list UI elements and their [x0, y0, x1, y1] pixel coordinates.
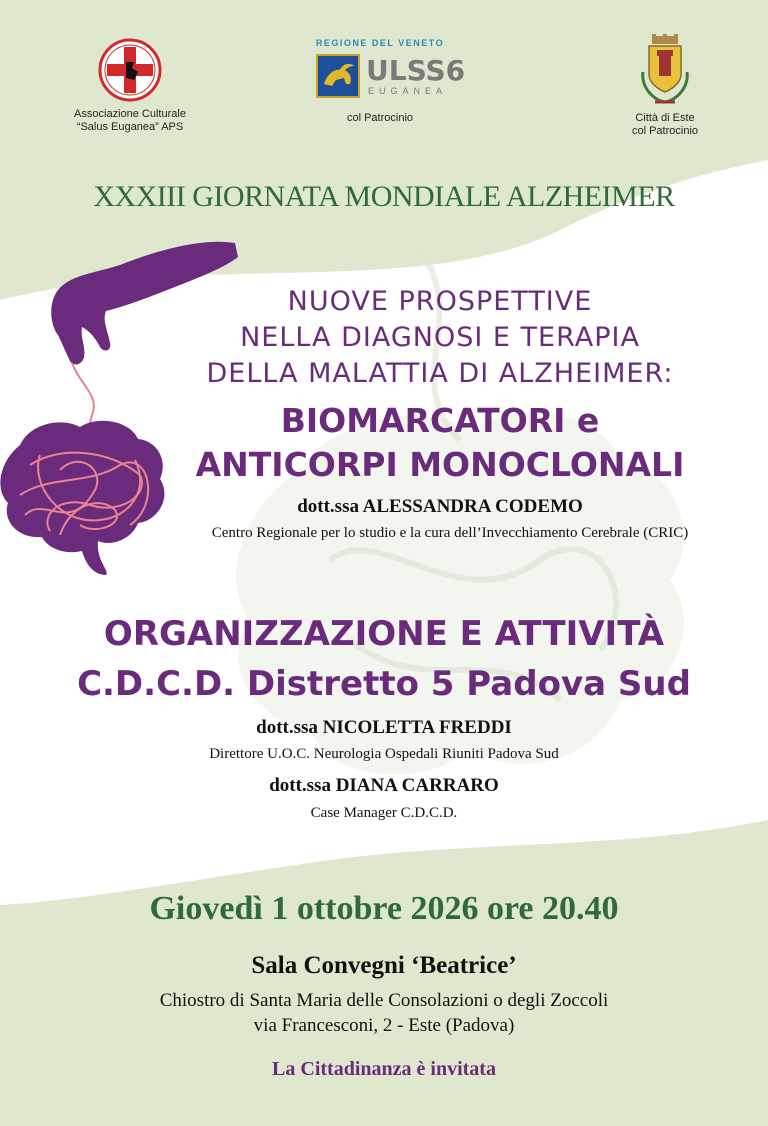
talk1-bold-line2: ANTICORPI MONOCLONALI: [195, 445, 685, 484]
salus-euganea-logo-block: [55, 38, 205, 134]
event-date-time: Giovedì 1 ottobre 2026 ore 20.40: [149, 890, 619, 927]
citta-di-este-logo-block: [610, 32, 720, 138]
lion-of-venice-icon: [316, 54, 360, 98]
venue-address-line1: Chiostro di Santa Maria delle Consolazioni o degli Zoccoli: [159, 990, 609, 1011]
talk2-speaker1: dott.ssa NICOLETTA FREDDI: [256, 717, 512, 738]
venue-name: Sala Convegni ‘Beatrice’: [251, 952, 517, 979]
red-cross-emblem-icon: [98, 38, 162, 102]
talk2-speaker2: dott.ssa DIANA CARRARO: [269, 775, 499, 796]
talk1-bold-line1: BIOMARCATORI e: [280, 401, 600, 440]
talk2-affiliation1: Direttore U.O.C. Neurologia Ospedali Riuniti Padova Sud: [209, 746, 559, 762]
venue-address-line2: via Francesconi, 2 - Este (Padova): [253, 1015, 515, 1036]
talk2-bold-line2: C.D.C.D. Distretto 5 Padova Sud: [77, 664, 691, 704]
talk1-title-line1: NUOVE PROSPETTIVE: [287, 286, 593, 317]
ulss6-logo-block: [300, 38, 466, 125]
event-title: XXXIII GIORNATA MONDIALE ALZHEIMER: [93, 180, 675, 213]
salus-caption-line2: “Salus Euganea” APS: [76, 121, 184, 133]
talk1-affiliation: Centro Regionale per lo studio e la cura dell’Invecchiamento Cerebrale (CRIC): [211, 525, 689, 541]
este-caption-line1: Città di Este: [635, 112, 695, 124]
talk2-affiliation2: Case Manager C.D.C.D.: [310, 805, 458, 821]
este-caption-line2: col Patrocinio: [631, 125, 699, 137]
regione-veneto-label: REGIONE DEL VENETO: [315, 38, 445, 48]
ulss6-wordmark: ULSS6: [366, 54, 466, 87]
talk1-speaker: dott.ssa ALESSANDRA CODEMO: [297, 496, 583, 517]
este-coat-of-arms-icon: [635, 32, 695, 110]
invitation-note: La Cittadinanza è invitata: [272, 1058, 496, 1080]
talk2-bold-line1: ORGANIZZAZIONE E ATTIVITÀ: [103, 614, 665, 654]
salus-caption-line1: Associazione Culturale: [74, 108, 186, 120]
talk1-title-line2: NELLA DIAGNOSI E TERAPIA: [240, 322, 640, 353]
ulss6-caption: col Patrocinio: [346, 112, 414, 124]
talk1-title-line3: DELLA MALATTIA DI ALZHEIMER:: [206, 358, 674, 389]
euganea-wordmark: EUGANEA: [368, 86, 448, 96]
